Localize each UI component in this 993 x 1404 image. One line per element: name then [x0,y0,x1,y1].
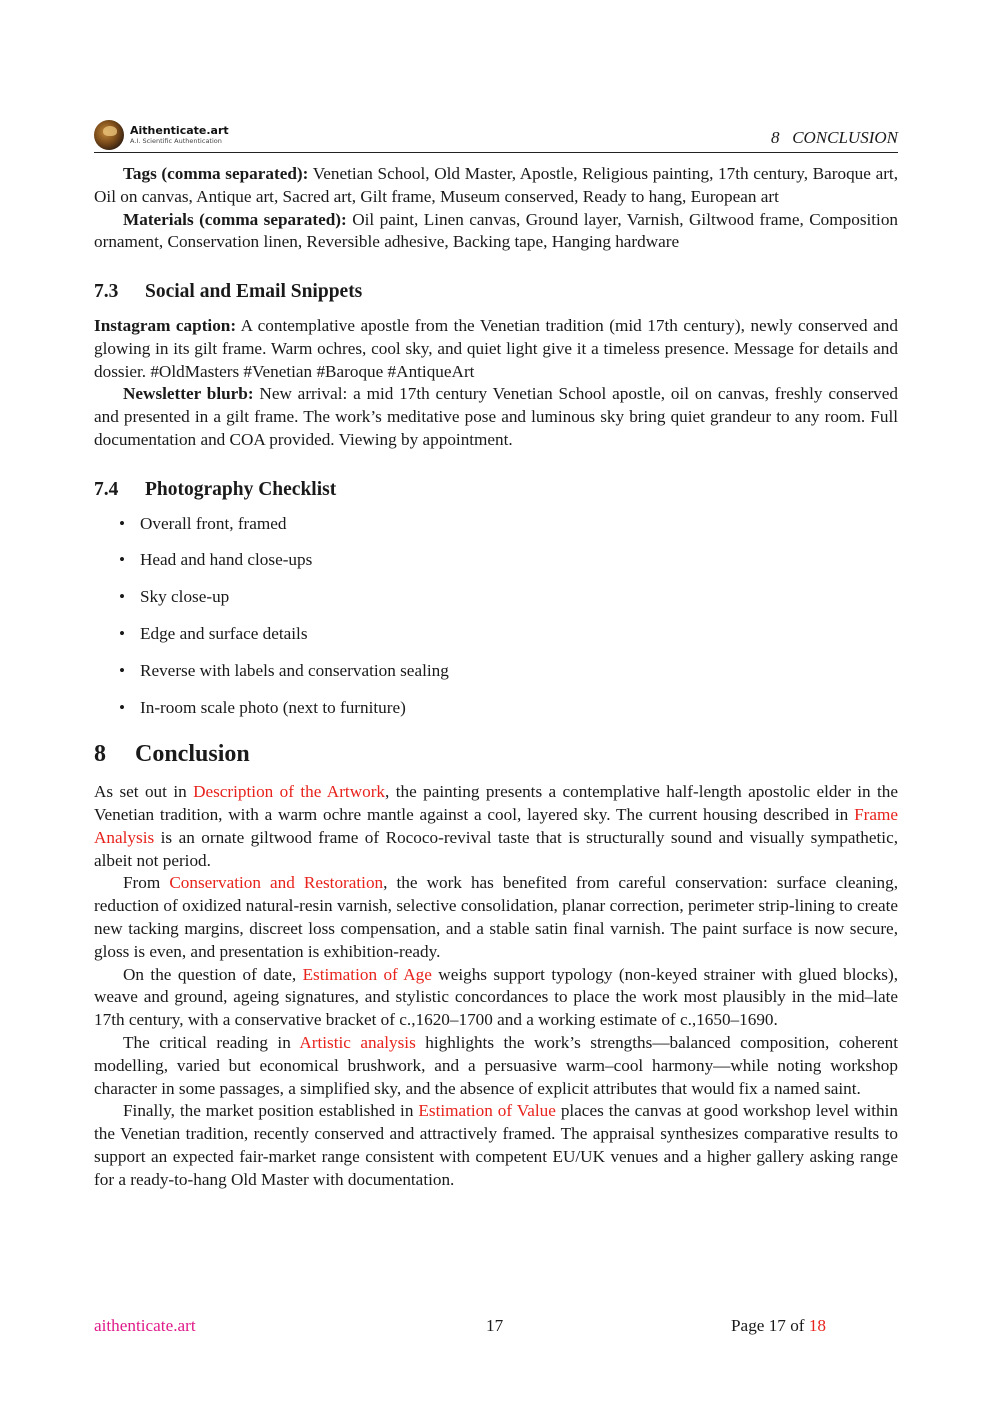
list-item-text: Sky close-up [140,587,230,607]
body-text: As set out in [94,782,194,802]
list-item [94,697,898,734]
bullet-icon: • [119,550,126,570]
tags-paragraph [94,163,898,209]
instagram-label: Instagram caption: [94,315,237,335]
list-item-text: Overall front, framed [140,513,287,533]
bullet-icon: • [119,587,126,607]
tags-text: Venetian School, Old Master, Apostle, Religious painting, 17th century, Baroque art, Oil on canvas, Antique art, Sacred art, Gilt frame, Museum conserved, Ready to hang, European art [94,164,898,206]
conclusion-paragraph-2 [94,872,898,963]
list-item [94,549,898,586]
list-item [94,513,898,550]
instagram-text: A contemplative apostle from the Venetian tradition (mid 17th century), newly conserved and glowing in its gilt frame. Warm ochres, cool sky, and quiet light give it a timeless presence. Message for details and dossier. #OldMasters #Venetian #Baroque #AntiqueArt [94,315,898,381]
link-frame-analysis[interactable]: Frame Analysis [94,804,898,847]
section-title: Photography Checklist [145,478,337,500]
footer-page-of [731,1316,826,1336]
section-7-4-heading [94,479,898,502]
link-description-of-artwork[interactable]: Description of the Artwork [193,782,386,802]
list-item-text: Edge and surface details [140,623,308,643]
body-text: , the work has benefited from careful conservation: surface cleaning, reduction of oxidized natural-resin varnish, selective consolidation, planar correction, perimeter strip-lining to create new tacking margins, discreet loss compensation, and a stable satin final varnish. The paint surface is now secure, gloss is even, and presentation is exhibition-ready. [94,873,898,961]
body-text: highlights the work’s strengths—balanced composition, coherent modelling, varied but economical brushwork, and a persuasive warm–cool harmony—while noting workshop character in some passages, a simplified sky, and the absence of explicit attributes that would fix a named saint. [94,1032,898,1098]
body-text: From [123,873,170,893]
section-8-heading [94,743,898,766]
conclusion-paragraph-5 [94,1100,898,1191]
newsletter-label: Newsletter blurb: [123,384,254,404]
bullet-icon: • [119,697,126,717]
footer-page-number: 17 [486,1316,504,1335]
instagram-paragraph [94,315,898,383]
newsletter-paragraph [94,383,898,451]
list-item-text: Reverse with labels and conservation sealing [140,660,449,680]
page-total-link[interactable]: 18 [808,1316,826,1335]
section-title: Social and Email Snippets [145,281,363,303]
bullet-icon: • [119,623,126,643]
page-content [94,163,898,1191]
photography-checklist [94,513,898,734]
link-estimation-of-value[interactable]: Estimation of Value [418,1101,556,1121]
section-number: 8 [94,741,106,768]
body-text: On the question of date, [123,964,303,984]
conclusion-paragraph-4 [94,1032,898,1100]
list-item [94,586,898,623]
logo-emblem-icon [94,120,124,150]
body-text: Finally, the market position established in [123,1101,419,1121]
link-conservation-restoration[interactable]: Conservation and Restoration [169,873,384,893]
body-text: places the canvas at good workshop level within the Venetian tradition, recently conserved and attractively framed. The appraisal synthesizes comparative results to support an expected fair-market range consistent with competent EU/UK venues and a higher gallery asking range for a ready-to-hang Old Master with documentation. [94,1101,898,1189]
tags-label: Tags (comma separated): [123,164,309,183]
footer-site-link[interactable]: aithenticate.art [94,1316,196,1335]
newsletter-text: New arrival: a mid 17th century Venetian School apostle, oil on canvas, freshly conserved and presented in a gilt frame. The work’s meditative pose and luminous sky bring quiet grandeur to any room. Full documentation and COA provided. Viewing by appointment. [94,384,899,449]
bullet-icon: • [119,660,126,680]
link-estimation-of-age[interactable]: Estimation of Age [302,964,432,984]
body-text: weighs support typology (non-keyed strainer with glued blocks), weave and ground, ageing signatures, and stylistic concordances to place the work most plausibly in the mid–late 17th century, with a conservative bracket of c.,1620–1700 and a working estimate of c.,1650–1690. [94,964,898,1030]
logo-tagline: A.I. Scientific Authentication [130,137,222,146]
materials-label: Materials (comma separated): [123,209,347,229]
body-text: is an ornate giltwood frame of Rococo-revival taste that is structurally sound and visually sympathetic, albeit not period. [94,827,898,870]
materials-text: Oil paint, Linen canvas, Ground layer, Varnish, Giltwood frame, Composition ornament, Conservation linen, Reversible adhesive, Backing tape, Hanging hardware [94,209,899,252]
page-header [94,118,898,153]
body-text: The critical reading in [123,1032,300,1052]
bullet-icon: • [119,513,126,533]
section-title: Conclusion [135,741,250,768]
conclusion-paragraph-1 [94,781,898,872]
brand-logo [94,120,229,150]
list-item [94,660,898,697]
link-artistic-analysis[interactable]: Artistic analysis [299,1032,416,1052]
list-item-text: Head and hand close-ups [140,550,313,570]
running-section-title: 8 CONCLUSION [770,128,898,147]
section-number: 7.4 [94,478,119,500]
body-text: , the painting presents a contemplative half-length apostolic elder in the Venetian tradition, with a warm ochre mantle against a cool, layered sky. The current housing described in [94,782,898,824]
list-item-text: In-room scale photo (next to furniture) [140,697,406,717]
conclusion-paragraph-3 [94,964,898,1032]
list-item [94,623,898,660]
materials-paragraph [94,209,898,255]
section-number: 7.3 [94,281,119,303]
section-7-3-heading [94,281,898,304]
page-of-prefix: Page 17 of [731,1316,809,1335]
logo-name: Aithenticate.art [130,124,229,138]
